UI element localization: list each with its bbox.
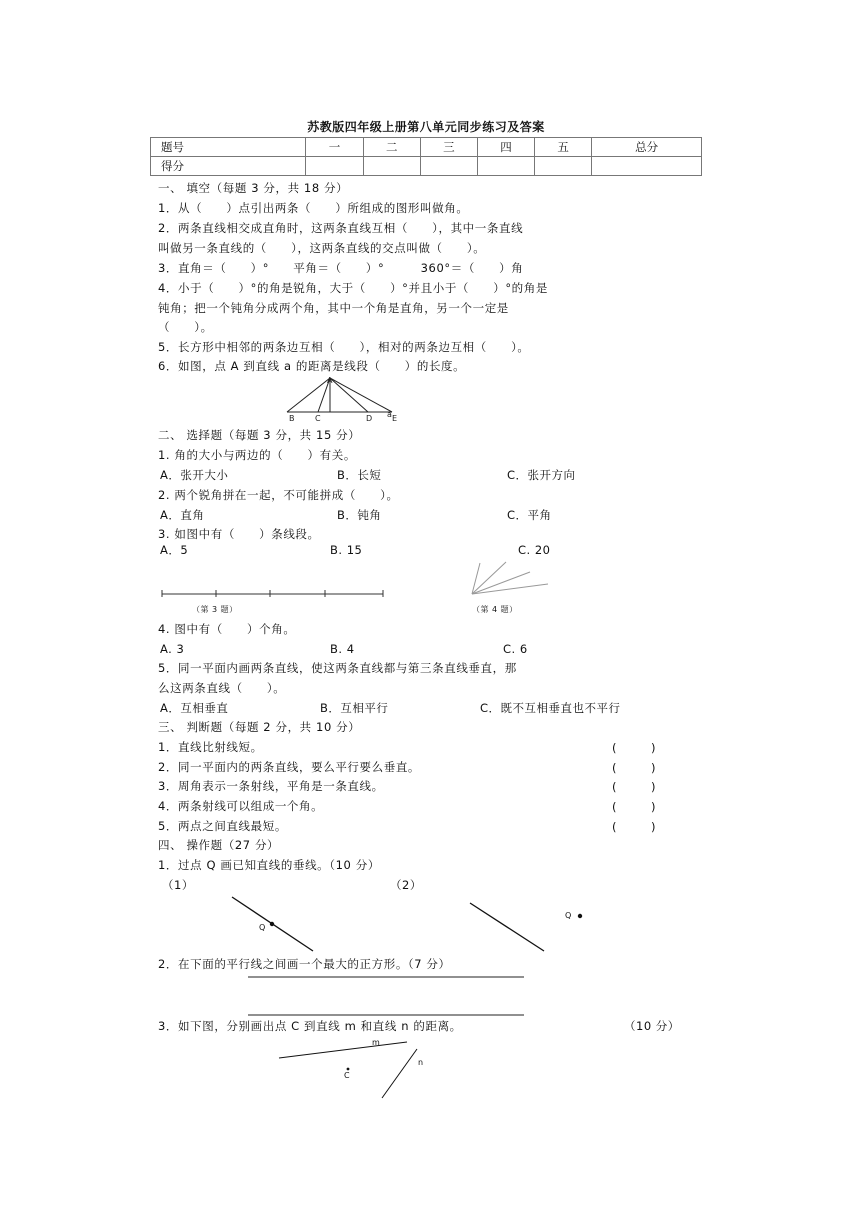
judge-answer-paren[interactable]: ( ) — [612, 820, 656, 834]
question-line: 1．过点 Q 画已知直线的垂线。（10 分） — [158, 858, 380, 872]
option-b: B．长短 — [337, 468, 382, 482]
question-line: 2. 两个锐角拼在一起，不可能拼成（ ）。 — [158, 488, 399, 502]
option-b: B．钝角 — [337, 508, 382, 522]
question-line: （ ）。 — [158, 320, 213, 334]
score-header-cell: 五 — [535, 138, 592, 157]
label-e: E — [392, 414, 398, 423]
question-line: 2．两条直线相交成直角时，这两条直线互相（ ），其中一条直线 — [158, 221, 524, 235]
distance-figure — [287, 378, 392, 412]
score-header-cell: 一 — [306, 138, 363, 157]
judge-item: 4．两条射线可以组成一个角。 — [158, 799, 324, 813]
ray — [472, 562, 506, 594]
figure-caption: （第 3 题） — [192, 605, 238, 614]
sub-question-label: （2） — [390, 878, 422, 892]
parallel-lines-figure — [248, 977, 524, 1015]
judge-item: 5．两点之间直线最短。 — [158, 819, 287, 833]
judge-answer-paren[interactable]: ( ) — [612, 761, 656, 775]
given-line — [470, 903, 544, 951]
section4-heading: 四、 操作题（27 分） — [158, 838, 280, 852]
question-line: 5．同一平面内画两条直线，使这两条直线都与第三条直线垂直，那 — [158, 661, 517, 675]
judge-item: 1．直线比射线短。 — [158, 740, 263, 754]
score-header-cell: 四 — [477, 138, 534, 157]
option-c: C. 6 — [503, 642, 528, 656]
question-line: 3．如下图，分别画出点 C 到直线 m 和直线 n 的距离。 — [158, 1019, 462, 1033]
segment-ae — [330, 378, 392, 412]
score-header-cell: 题号 — [151, 138, 306, 157]
score-row-label: 得分 — [151, 157, 306, 176]
option-c: C．平角 — [507, 508, 552, 522]
ray — [472, 563, 480, 594]
question-line: 4．小于（ ）°的角是锐角，大于（ ）°并且小于（ ）°的角是 — [158, 281, 548, 295]
label-b: B — [289, 414, 295, 423]
option-c: C．张开方向 — [507, 468, 576, 482]
judge-answer-paren[interactable]: ( ) — [612, 741, 656, 755]
judge-item: 2．同一平面内的两条直线，要么平行要么垂直。 — [158, 760, 421, 774]
line-n — [382, 1049, 417, 1098]
ray — [472, 584, 548, 594]
score-header-cell: 二 — [363, 138, 420, 157]
ray — [472, 572, 530, 594]
line-m — [279, 1042, 407, 1058]
section3-heading: 三、 判断题（每题 2 分，共 10 分） — [158, 720, 361, 734]
option-b: B．互相平行 — [320, 701, 389, 715]
perpendicular-figure-2 — [470, 903, 544, 951]
label-n: n — [418, 1058, 424, 1067]
option-c: C. 20 — [518, 543, 551, 557]
option-b: B. 4 — [330, 642, 355, 656]
judge-answer-paren[interactable]: ( ) — [612, 780, 656, 794]
question-line: 2．在下面的平行线之间画一个最大的正方形。（7 分） — [158, 957, 451, 971]
label-m: m — [372, 1038, 380, 1047]
points-label: （10 分） — [624, 1019, 680, 1033]
option-a: A. 3 — [160, 642, 185, 656]
label-q-1: Q — [259, 923, 266, 932]
question-line: 4. 图中有（ ）个角。 — [158, 622, 296, 636]
section1-heading: 一、 填空（每题 3 分，共 18 分） — [158, 181, 349, 195]
label-c-point: C — [344, 1071, 350, 1080]
point-q-1 — [270, 922, 274, 926]
option-a: A．直角 — [160, 508, 205, 522]
page-title: 苏教版四年级上册第八单元同步练习及答案 — [307, 120, 545, 134]
option-c: C．既不互相垂直也不平行 — [480, 701, 621, 715]
point-q-2 — [578, 914, 582, 918]
option-a: A．张开大小 — [160, 468, 229, 482]
label-d: D — [366, 414, 373, 423]
angles-figure — [472, 562, 548, 594]
option-b: B. 15 — [330, 543, 363, 557]
segments-figure — [162, 590, 383, 597]
label-a-point: A — [327, 376, 333, 385]
score-header-cell: 总分 — [592, 138, 702, 157]
judge-item: 3．周角表示一条射线，平角是一条直线。 — [158, 779, 384, 793]
judge-answer-paren[interactable]: ( ) — [612, 800, 656, 814]
question-line: 1. 角的大小与两边的（ ）有关。 — [158, 448, 356, 462]
question-line: 1．从（ ）点引出两条（ ）所组成的图形叫做角。 — [158, 201, 469, 215]
sub-question-label: （1） — [162, 878, 194, 892]
point-c — [347, 1068, 350, 1071]
question-line: 钝角；把一个钝角分成两个角，其中一个角是直角，另一个一定是 — [158, 301, 509, 315]
question-line: 么这两条直线（ ）。 — [158, 681, 286, 695]
question-line: 叫做另一条直线的（ ），这两条直线的交点叫做（ ）。 — [158, 241, 486, 255]
label-q-2: Q — [565, 911, 572, 920]
label-c: C — [315, 414, 321, 423]
score-header-cell: 三 — [420, 138, 477, 157]
option-a: A．5 — [160, 543, 189, 557]
question-line: 5．长方形中相邻的两条边互相（ ），相对的两条边互相（ ）。 — [158, 340, 530, 354]
segment-ad — [330, 378, 368, 412]
question-line: 6．如图，点 A 到直线 a 的距离是线段（ ）的长度。 — [158, 359, 466, 373]
label-line-a: a — [387, 410, 392, 419]
question-line: 3．直角＝（ ）° 平角＝（ ）° 360°＝（ ）角 — [158, 261, 524, 275]
figure-caption: （第 4 题） — [472, 605, 518, 614]
section2-heading: 二、 选择题（每题 3 分，共 15 分） — [158, 428, 361, 442]
question-line: 3. 如图中有（ ）条线段。 — [158, 527, 320, 541]
option-a: A．互相垂直 — [160, 701, 229, 715]
